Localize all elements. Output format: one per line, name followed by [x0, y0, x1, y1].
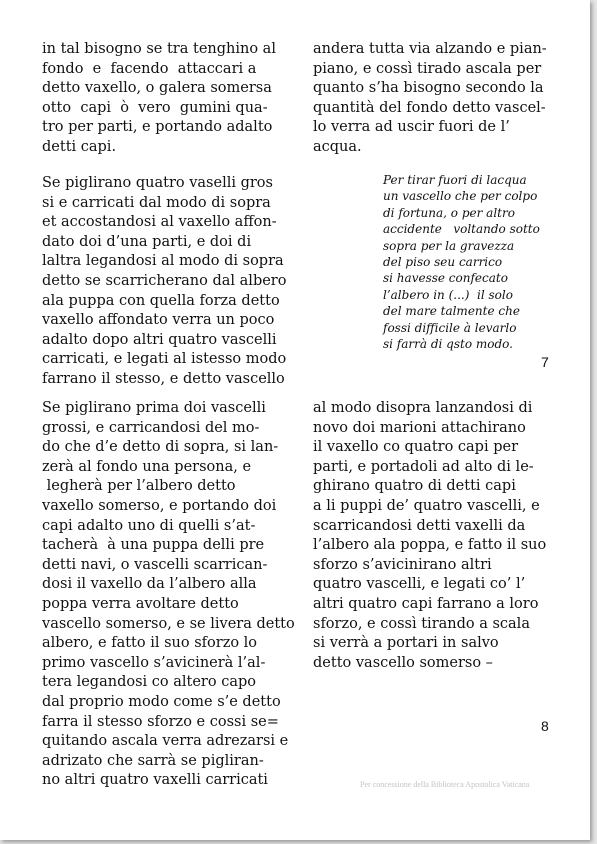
left-paragraph-1: [42, 40, 276, 158]
text-line: fossi difficile à levarlo: [383, 320, 517, 335]
page-number-7: 7: [541, 354, 549, 370]
text-line: tera legandosi co altero capo: [42, 674, 256, 691]
text-line: carricati, e legati al istesso modo: [42, 351, 287, 368]
text-line: lo verra ad uscir fuori de l’: [313, 119, 510, 136]
text-line: in tal bisogno se tra tenghino al: [42, 41, 276, 57]
text-line: di fortuna, o per altro: [383, 205, 515, 220]
text-line: et accostandosi al vaxello affon-: [42, 214, 277, 231]
text-line: si havesse confecato: [383, 271, 508, 286]
text-line: vascello somerso, e se livera detto: [42, 615, 295, 632]
text-line: si farrà di qsto modo.: [383, 337, 513, 352]
text-line: fondo e facendo attaccari a: [42, 60, 257, 77]
text-line: ghirano quatro di detti capi: [313, 478, 516, 495]
page-number-8: 8: [541, 718, 549, 734]
text-line: grossi, e carricandosi del mo-: [42, 419, 260, 436]
text-line: sopra per la gravezza: [383, 238, 515, 253]
text-line: l’albero in (...) il solo: [383, 287, 513, 302]
text-line: al modo disopra lanzandosi di: [313, 400, 533, 416]
text-line: il vaxello co quatro capi per: [313, 439, 519, 456]
left-paragraph-2: [42, 174, 286, 390]
text-line: capi adalto uno di quelli s’at-: [42, 517, 256, 534]
text-line: primo vascello s’avicinerà l’al-: [42, 654, 266, 671]
text-line: detti navi, o vascelli scarrican-: [42, 556, 268, 573]
text-line: do che d’e detto di sopra, si lan-: [42, 439, 279, 456]
text-line: novo doi marioni attachirano: [313, 419, 526, 436]
text-line: quitando ascala verra adrezarsi e: [42, 733, 289, 750]
text-line: no altri quatro vaxelli carricati: [42, 772, 268, 789]
text-line: l’albero ala poppa, e fatto il suo: [313, 537, 547, 554]
library-credit: Per concessione della Biblioteca Apostolica Vaticana: [360, 780, 530, 789]
text-line: quantità del fondo detto vascel-: [313, 99, 546, 116]
text-line: detto vaxello, o galera somersa: [42, 80, 272, 97]
text-line: tacherà à una puppa delli pre: [42, 537, 265, 554]
text-line: Se piglirano quatro vaselli gros: [42, 175, 273, 191]
text-line: piano, e cossì tirado ascala per: [313, 60, 542, 77]
text-line: si verrà a portari in salvo: [313, 635, 499, 652]
right-paragraph-2: [313, 399, 546, 673]
text-line: vaxello somerso, e portando doi: [42, 497, 277, 514]
text-line: zerà al fondo una persona, e: [42, 458, 252, 475]
text-line: poppa verra avoltare detto: [42, 595, 239, 612]
text-line: dato doi d’una parti, e doi di: [42, 233, 252, 250]
text-line: otto capi ò vero gumini qua-: [42, 99, 268, 116]
text-line: Se piglirano prima doi vascelli: [42, 400, 266, 416]
text-line: farrano il stesso, e detto vascello: [42, 370, 285, 387]
text-line: scarricandosi detti vaxelli da: [313, 517, 526, 534]
text-line: sforzo, e cossì tirando a scala: [313, 615, 530, 632]
text-line: dal proprio modo come s’e detto: [42, 693, 281, 710]
text-line: dosi il vaxello da l’albero alla: [42, 576, 257, 593]
right-paragraph-1: [313, 40, 547, 158]
text-line: del piso seu carrico: [383, 255, 503, 270]
text-line: ala puppa con quella forza detto: [42, 292, 280, 309]
text-line: Per tirar fuori di lacqua: [383, 173, 527, 187]
text-line: un vascello che per colpo: [383, 189, 538, 204]
text-line: adrizato che sarrà se pigliran-: [42, 752, 264, 769]
text-line: detto vascello somerso –: [313, 654, 493, 671]
text-line: del mare talmente che: [383, 304, 520, 319]
text-line: detti capi.: [42, 138, 117, 155]
text-line: albero, e fatto il suo sforzo lo: [42, 635, 258, 652]
text-line: legherà per l’albero detto: [42, 478, 236, 495]
text-line: tro per parti, e portando adalto: [42, 119, 273, 136]
text-line: altri quatro capi farrano a loro: [313, 595, 539, 612]
marginal-note: [383, 172, 540, 352]
text-line: quanto s’ha bisogno secondo la: [313, 80, 544, 97]
text-line: quatro vascelli, e legati co’ l’: [313, 576, 526, 593]
text-line: si e carricati dal modo di sopra: [42, 194, 271, 211]
text-line: farra il stesso sforzo e cossi se=: [42, 713, 279, 730]
text-line: accidente voltando sotto: [383, 222, 540, 237]
text-line: parti, e portadoli ad alto di le-: [313, 458, 534, 475]
text-line: vaxello affondato verra un poco: [42, 312, 275, 329]
text-line: adalto dopo altri quatro vascelli: [42, 331, 277, 348]
text-line: acqua.: [313, 138, 362, 155]
text-line: sforzo s’avicinirano altri: [313, 556, 492, 573]
text-line: andera tutta via alzando e pian-: [313, 41, 547, 57]
text-line: laltra legandosi al modo di sopra: [42, 253, 284, 270]
text-line: detto se scarricherano dal albero: [42, 272, 287, 289]
left-paragraph-3: [42, 399, 295, 791]
text-line: a li puppi de’ quatro vascelli, e: [313, 497, 540, 514]
